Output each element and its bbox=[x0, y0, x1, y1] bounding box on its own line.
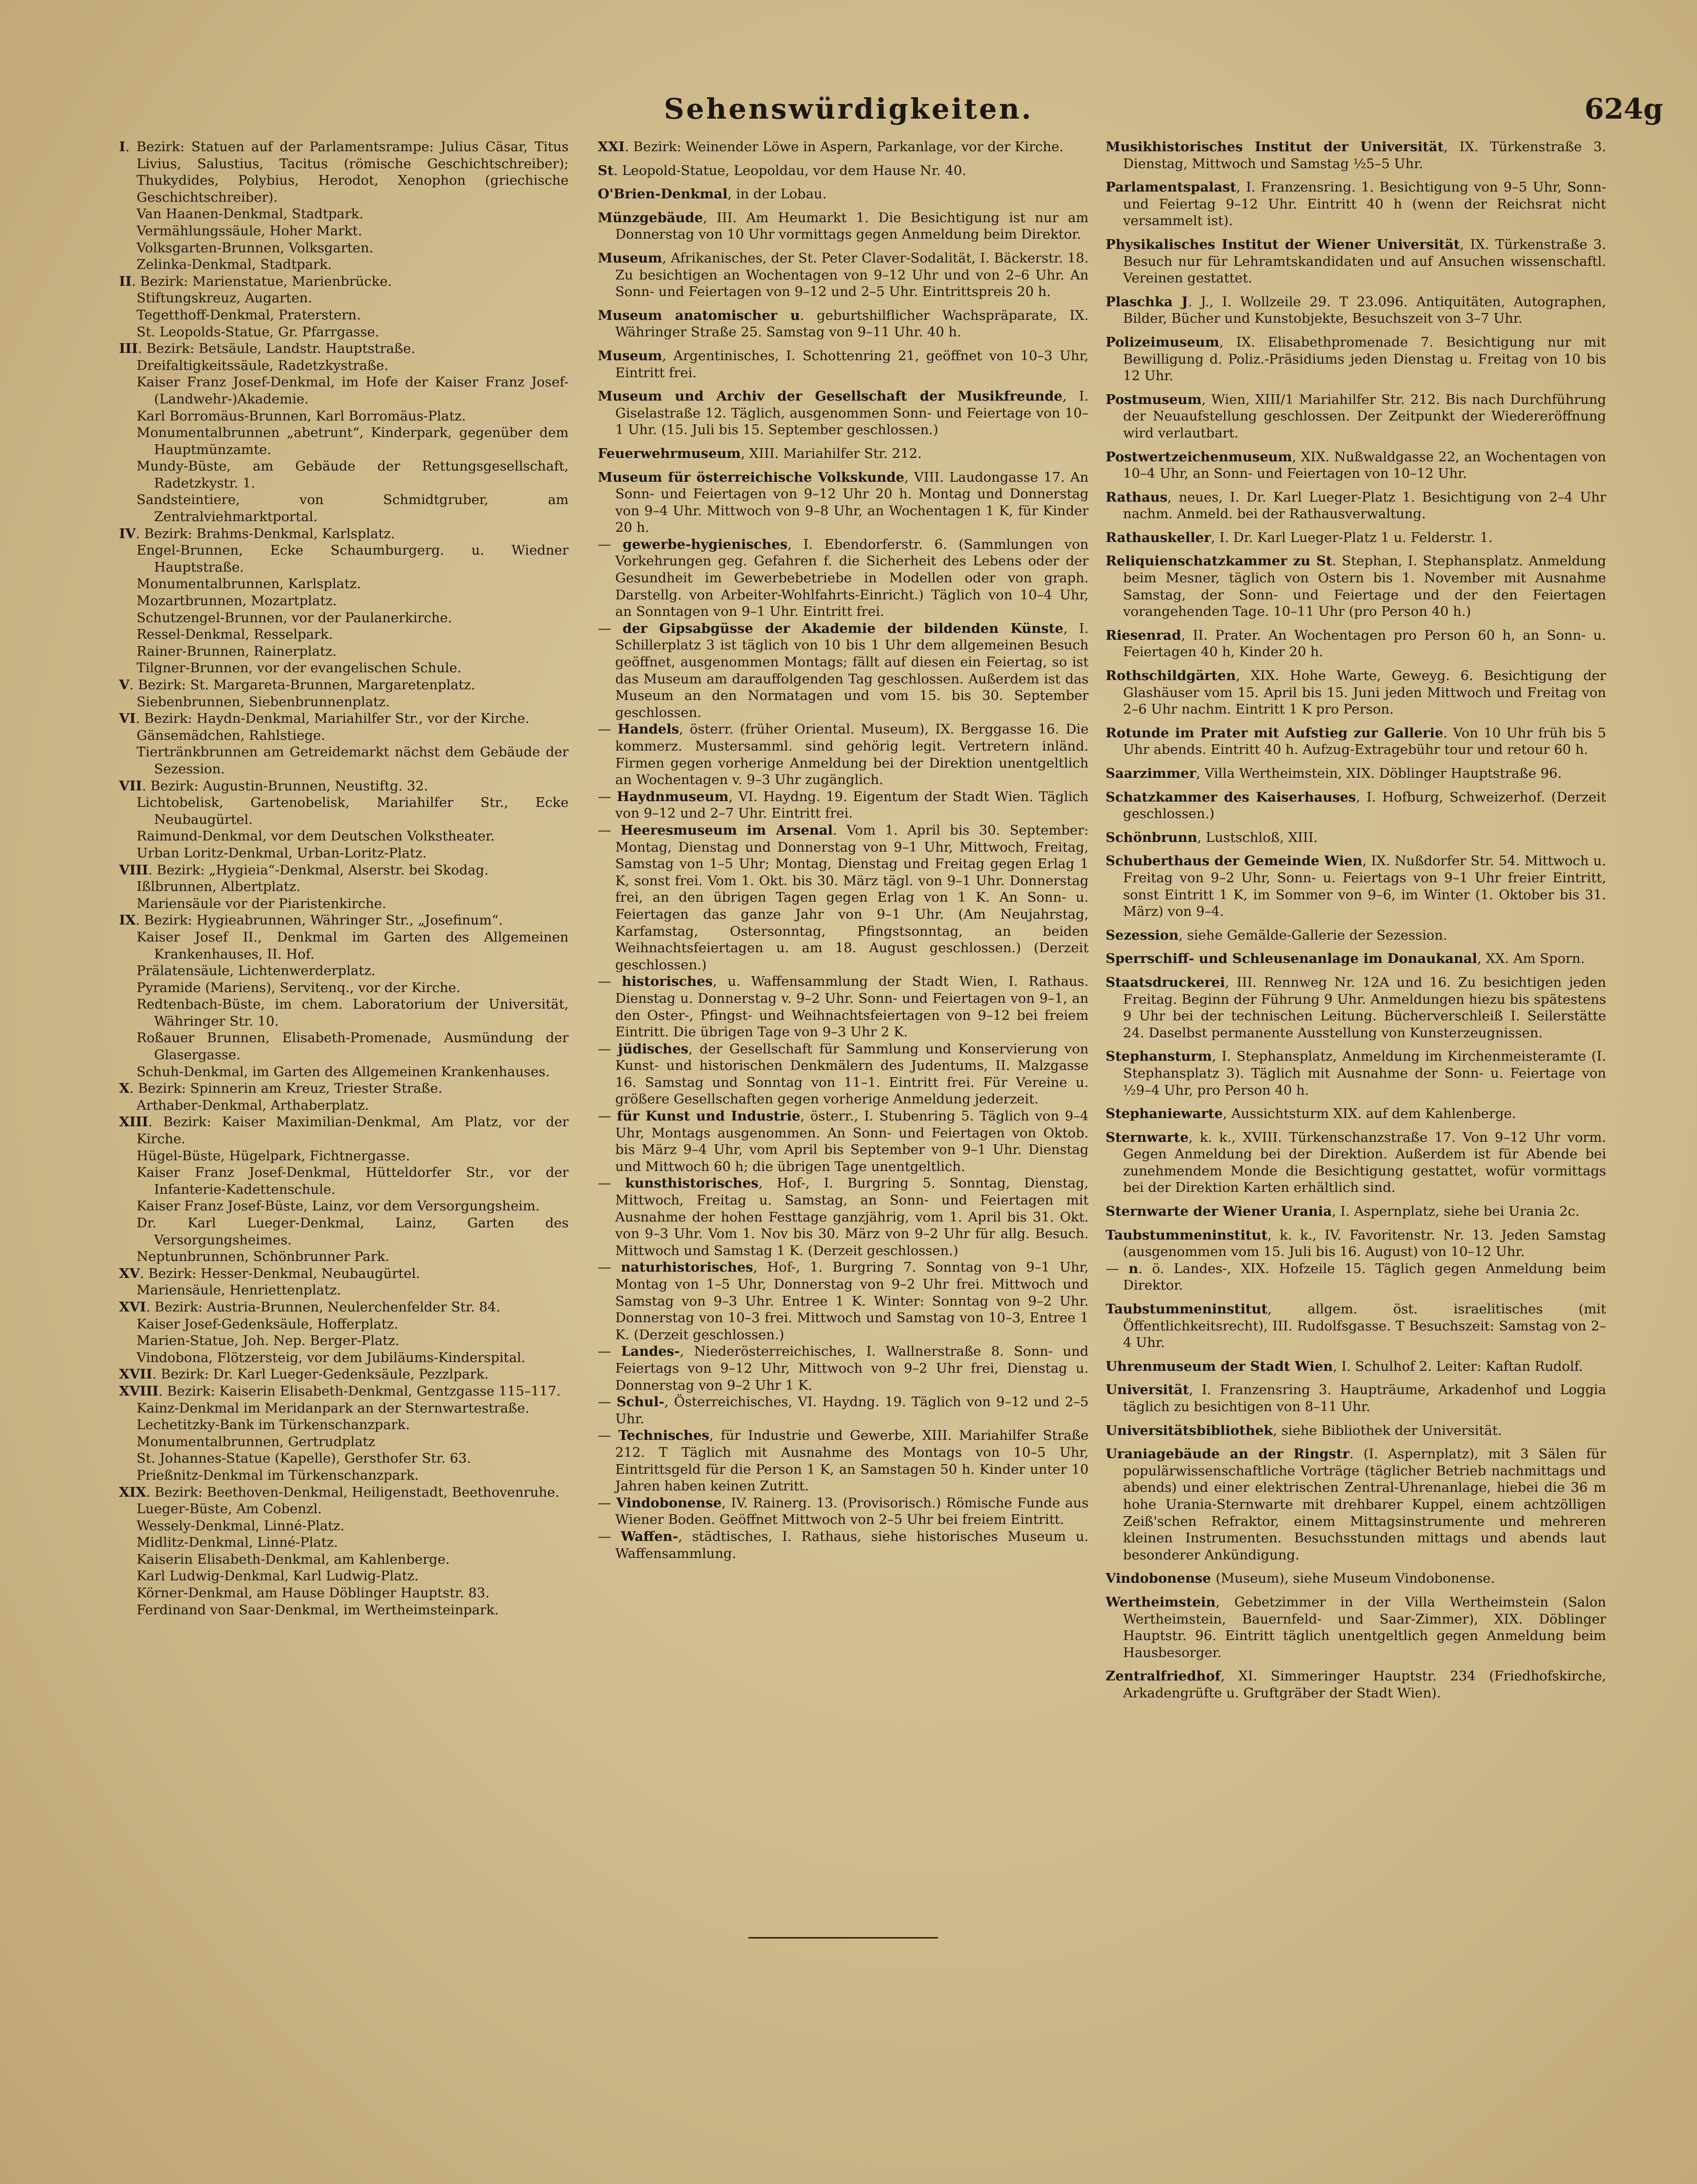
entry: Roßauer Brunnen, Elisabeth-Promenade, Ausmündung der Glasergasse. bbox=[137, 1030, 569, 1063]
entry: Volksgarten-Brunnen, Volksgarten. bbox=[137, 240, 374, 256]
entry: — Landes-, Niederösterreichisches, I. Wallnerstraße 8. Sonn- und Feiertags von 9–12 Uhr, Mittwoch von 9–2 Uhr frei, Dienstag u. Donnerstag von 9–2 Uhr 1 K. bbox=[598, 1344, 1089, 1393]
entry: O'Brien-Denkmal, in der Lobau. bbox=[598, 186, 827, 202]
entry: — kunsthistorisches, Hof-, I. Burgring 5. Sonntag, Dienstag, Mittwoch, Freitag u. Samstag, an Sonn- und Feiertagen mit Ausnahme der hohen Festtage ganzjährig, vom 1. April bis 31. Okt. von 9–3 Uhr. Vom 1. Nov bis 30. März von 9–2 Uhr für allg. Besuch. Mittwoch und Samstag 1 K. (Derzeit geschlossen.) bbox=[598, 1175, 1089, 1258]
entry: St. Leopolds-Statue, Gr. Pfarrgasse. bbox=[137, 324, 380, 340]
entry: Urban Loritz-Denkmal, Urban-Loritz-Platz. bbox=[137, 845, 427, 861]
entry: Karl Ludwig-Denkmal, Karl Ludwig-Platz. bbox=[137, 1568, 419, 1584]
entry: III. Bezirk: Betsäule, Landstr. Hauptstraße. bbox=[119, 341, 416, 357]
entry: Tilgner-Brunnen, vor der evangelischen Schule. bbox=[137, 660, 462, 676]
entry: Museum, Argentinisches, I. Schottenring 21, geöffnet von 10–3 Uhr, Eintritt frei. bbox=[598, 348, 1089, 381]
entry: Rainer-Brunnen, Rainerplatz. bbox=[137, 643, 337, 659]
entry: Marien-Statue, Joh. Nep. Berger-Platz. bbox=[137, 1333, 399, 1349]
entry: Stiftungskreuz, Augarten. bbox=[137, 290, 312, 306]
entry: Monumentalbrunnen, Gertrudplatz bbox=[137, 1433, 376, 1450]
column-left bbox=[119, 139, 569, 1618]
entry: Hügel-Büste, Hügelpark, Fichtnergasse. bbox=[137, 1148, 410, 1164]
entry: Stephansturm, I. Stephansplatz, Anmeldung im Kirchenmeisteramte (I. Stephansplatz 3). Täglich mit Ausnahme der Sonn- u. Feiertage von ½9–4 Uhr, pro Person 40 h. bbox=[1106, 1048, 1606, 1098]
entry: Kaiser Franz Josef-Denkmal, Hütteldorfer Str., vor der Infanterie-Kadettenschule. bbox=[137, 1165, 569, 1197]
entry: Monumentalbrunnen, Karlsplatz. bbox=[137, 576, 361, 592]
entry: — Vindobonense, IV. Rainerg. 13. (Provisorisch.) Römische Funde aus Wiener Boden. Geöffnet Mittwoch von 2–5 Uhr bei freiem Eintritt. bbox=[598, 1495, 1089, 1528]
entry: I. Bezirk: Statuen auf der Parlamentsrampe: Julius Cäsar, Titus Livius, Salustius, Tacitus (römische Geschichtschreiber); Thukydides, Polybius, Herodot, Xenophon (griechische Geschichtschreiber). bbox=[119, 139, 569, 205]
entry: — gewerbe-hygienisches, I. Ebendorferstr. 6. (Sammlungen von Vorkehrungen geg. Gefahren f. die Sicherheit des Lebens oder der Gesundheit im Gewerbebetriebe in Modellen oder von graph. Darstellg. von Arbeiter-Wohlfahrts-Einricht.) Täglich von 10–4 Uhr, an Sonntagen von 9–1 Uhr. Eintritt frei. bbox=[598, 536, 1089, 620]
entry: Schutzengel-Brunnen, vor der Paulanerkirche. bbox=[137, 610, 452, 626]
entry: Taubstummeninstitut, allgem. öst. israelitisches (mit Öffentlichkeitsrecht), III. Rudolfsgasse. T Besuchszeit: Samstag von 2–4 Uhr. bbox=[1106, 1301, 1606, 1351]
entry: II. Bezirk: Marienstatue, Marienbrücke. bbox=[119, 273, 392, 289]
entry: — Schul-, Österreichisches, VI. Haydng. 19. Täglich von 9–12 und 2–5 Uhr. bbox=[598, 1394, 1089, 1427]
entry: Münzgebäude, III. Am Heumarkt 1. Die Besichtigung ist nur am Donnerstag von 10 Uhr vormittags gegen Anmeldung beim Direktor. bbox=[598, 210, 1089, 243]
entry: XVI. Bezirk: Austria-Brunnen, Neulerchenfelder Str. 84. bbox=[119, 1299, 501, 1315]
entry: Kaiserin Elisabeth-Denkmal, am Kahlenberge. bbox=[137, 1551, 450, 1567]
entry: — für Kunst und Industrie, österr., I. Stubenring 5. Täglich von 9–4 Uhr, Montags ausgenommen. An Sonn- und Feiertagen von Oktob. bis März 9–4 Uhr, vom April bis September von 9–1 Uhr. Dienstag und Mittwoch 60 h; die übrigen Tage unentgeltlich. bbox=[598, 1108, 1089, 1174]
entry: — n. ö. Landes-, XIX. Hofzeile 15. Täglich gegen Anmeldung beim Direktor. bbox=[1106, 1260, 1607, 1293]
entry: Vindobona, Flötzersteig, vor dem Jubiläums-Kinderspital. bbox=[137, 1349, 526, 1365]
entry: Rathaus, neues, I. Dr. Karl Lueger-Platz 1. Besichtigung von 2–4 Uhr nachm. Anmeld. bei der Rathausverwaltung. bbox=[1106, 489, 1606, 522]
entry: Rotunde im Prater mit Aufstieg zur Gallerie. Von 10 Uhr früh bis 5 Uhr abends. Eintritt 40 h. Aufzug-Extragebühr tour und retour 60 h. bbox=[1106, 725, 1606, 758]
entry: Wessely-Denkmal, Linné-Platz. bbox=[137, 1518, 345, 1534]
entry: IV. Bezirk: Brahms-Denkmal, Karlsplatz. bbox=[119, 525, 395, 542]
entry: Staatsdruckerei, III. Rennweg Nr. 12A und 16. Zu besichtigen jeden Freitag. Beginn der Führung 9 Uhr. Anmeldungen hiezu bis spätestens 9 Uhr bei der technischen Leitung. Bücherverschleiß I. Seilerstätte 24. Daselbst permanente Ausstellung von Kunsterzeugnissen. bbox=[1106, 974, 1606, 1041]
entry: Sezession, siehe Gemälde-Gallerie der Sezession. bbox=[1106, 927, 1448, 943]
entry: Ißlbrunnen, Albertplatz. bbox=[137, 879, 301, 895]
entry: — Heeresmuseum im Arsenal. Vom 1. April bis 30. September: Montag, Dienstag und Donnerstag von 9–1 Uhr, Mittwoch, Freitag, Samstag von 1–5 Uhr; Montag, Dienstag und Freitag gegen Erlag 1 K, sonst frei. Vom 1. Okt. bis 30. März tägl. von 9–1 Uhr. Donnerstag frei, an den übrigen Tagen gegen Erlag von 1 K. An Sonn- u. Feiertagen das ganze Jahr von 9–1 Uhr. (Am Neujahrstag, Karfamstag, Ostersonntag, Pfingstsonntag, an beiden Weihnachtsfeiertagen u. am 18. August geschlossen.) (Derzeit geschlossen.) bbox=[598, 822, 1089, 973]
entry: Schuh-Denkmal, im Garten des Allgemeinen Krankenhauses. bbox=[137, 1064, 550, 1080]
entry: — Haydnmuseum, VI. Haydng. 19. Eigentum der Stadt Wien. Täglich von 9–12 und 2–7 Uhr. Eintritt frei. bbox=[598, 788, 1089, 821]
entry: XIII. Bezirk: Kaiser Maximilian-Denkmal, Am Platz, vor der Kirche. bbox=[119, 1114, 569, 1147]
entry: Kaiser Josef II., Denkmal im Garten des Allgemeinen Krankenhauses, II. Hof. bbox=[137, 929, 569, 962]
entry: Stephaniewarte, Aussichtsturm XIX. auf dem Kahlenberge. bbox=[1106, 1106, 1516, 1122]
entry: Vermählungssäule, Hoher Markt. bbox=[137, 223, 363, 239]
entry: Reliquienschatzkammer zu St. Stephan, I. Stephansplatz. Anmeldung beim Mesner, täglich von Ostern bis 1. November mit Ausnahme Samstag, der Sonn- und Feiertage und der den Feiertagen vorangehenden Tage. 10–11 Uhr (pro Person 40 h.) bbox=[1106, 553, 1606, 620]
entry: — Waffen-, städtisches, I. Rathaus, siehe historisches Museum u. Waffensammlung. bbox=[598, 1528, 1089, 1561]
entry: X. Bezirk: Spinnerin am Kreuz, Triester Straße. bbox=[119, 1081, 443, 1097]
page-title: Sehenswürdigkeiten. bbox=[664, 92, 1033, 125]
entry: XVIII. Bezirk: Kaiserin Elisabeth-Denkmal, Gentzgasse 115–117. bbox=[119, 1383, 561, 1399]
entry: Gänsemädchen, Rahlstiege. bbox=[137, 727, 326, 743]
entry: Monumentalbrunnen „abetrunt“, Kinderpark, gegenüber dem Hauptmünzamte. bbox=[137, 425, 569, 457]
entry: — Handels, österr. (früher Oriental. Museum), IX. Berggasse 16. Die kommerz. Mustersamml. sind gehörig legit. Vertretern inländ. Firmen gegen vorherige Anmeldung bei der Direktion unentgeltlich an Wochentagen v. 9–3 Uhr zugänglich. bbox=[598, 721, 1089, 788]
entry: Vindobonense (Museum), siehe Museum Vindobonense. bbox=[1106, 1571, 1495, 1587]
entry: Tiertränkbrunnen am Getreidemarkt nächst dem Gebäude der Sezession. bbox=[137, 744, 569, 777]
entry: Museum für österreichische Volkskunde, VIII. Laudongasse 17. An Sonn- und Feiertagen von 9–12 Uhr 20 h. Montag und Donnerstag von 9–4 Uhr. Mittwoch von 9–8 Uhr, an Wochentagen 1 K, für Kinder 20 h. bbox=[598, 469, 1089, 536]
entry: XXI. Bezirk: Weinender Löwe in Aspern, Parkanlage, vor der Kirche. bbox=[598, 139, 1064, 155]
entry: — jüdisches, der Gesellschaft für Sammlung und Konservierung von Kunst- und historischen Denkmälern des Judentums, II. Malzgasse 16. Samstag und Sonntag von 11–1. Eintritt frei. Für Vereine u. größere Gesellschaften gegen vorherige Anmeldung jederzeit. bbox=[598, 1041, 1089, 1107]
entry: St. Johannes-Statue (Kapelle), Gersthofer Str. 63. bbox=[137, 1450, 471, 1467]
entry: VIII. Bezirk: „Hygieia“-Denkmal, Alserstr. bei Skodag. bbox=[119, 862, 489, 878]
entry: Physikalisches Institut der Wiener Universität, IX. Türkenstraße 3. Besuch nur für Lehramtskandidaten und auf Ansuchen wissenschaftl. Vereinen gestattet. bbox=[1106, 236, 1606, 286]
entry: — Technisches, für Industrie und Gewerbe, XIII. Mariahilfer Straße 212. T Täglich mit Ausnahme des Montags von 10–5 Uhr, Eintrittsgeld für die Person 1 K, an Samstagen 50 h. Kinder unter 10 Jahren haben keinen Zutritt. bbox=[598, 1428, 1089, 1494]
entry: Uhrenmuseum der Stadt Wien, I. Schulhof 2. Leiter: Kaftan Rudolf. bbox=[1106, 1358, 1583, 1374]
entry: Wertheimstein, Gebetzimmer in der Villa Wertheimstein (Salon Wertheimstein, Bauernfeld- und Saar-Zimmer), XIX. Döblinger Hauptstr. 96. Eintritt täglich unentgeltlich gegen Anmeldung beim Hausbesorger. bbox=[1106, 1594, 1606, 1660]
entry: Schatzkammer des Kaiserhauses, I. Hofburg, Schweizerhof. (Derzeit geschlossen.) bbox=[1106, 789, 1606, 822]
entry: Universitätsbibliothek, siehe Bibliothek der Universität. bbox=[1106, 1422, 1502, 1438]
column-end-rule bbox=[748, 1937, 938, 1939]
entry: Museum und Archiv der Gesellschaft der Musikfreunde, I. Giselastraße 12. Täglich, ausgenommen Sonn- und Feiertage von 10–1 Uhr. (15. Juli bis 15. September geschlossen.) bbox=[598, 388, 1089, 438]
entry: Sandsteintiere, von Schmidtgruber, am Zentralviehmarktportal. bbox=[137, 492, 569, 525]
entry: Plaschka J. J., I. Wollzeile 29. T 23.096. Antiquitäten, Autographen, Bilder, Bücher und Kunstobjekte, Besuchszeit von 3–7 Uhr. bbox=[1106, 294, 1607, 327]
entry: Kaiser Franz Josef-Büste, Lainz, vor dem Versorgungsheim. bbox=[137, 1198, 540, 1214]
entry: XVII. Bezirk: Dr. Karl Lueger-Gedenksäule, Pezzlpark. bbox=[119, 1366, 489, 1382]
entry: XIX. Bezirk: Beethoven-Denkmal, Heiligenstadt, Beethovenruhe. bbox=[119, 1484, 560, 1500]
entry: Neptunbrunnen, Schönbrunner Park. bbox=[137, 1249, 390, 1265]
entry: XV. Bezirk: Hesser-Denkmal, Neubaugürtel. bbox=[119, 1265, 420, 1281]
entry: Schönbrunn, Lustschloß, XIII. bbox=[1106, 829, 1318, 845]
entry: Riesenrad, II. Prater. An Wochentagen pro Person 60 h, an Sonn- u. Feiertagen 40 h, Kinder 20 h. bbox=[1106, 627, 1606, 660]
entry: Rothschildgärten, XIX. Hohe Warte, Geweyg. 6. Besichtigung der Glashäuser vom 15. April bis 15. Juni jeden Mittwoch und Freitag von 2–6 Uhr nachm. Eintritt 1 K pro Person. bbox=[1106, 668, 1606, 717]
entry: Sternwarte, k. k., XVIII. Türkenschanzstraße 17. Von 9–12 Uhr vorm. Gegen Anmeldung bei der Direktion. Außerdem ist für Abende bei zunehmendem Monde die Besichtigung gestattet, wofür vormittags bei der Direktion Karten erhältlich sind. bbox=[1106, 1129, 1606, 1196]
entry: Mundy-Büste, am Gebäude der Rettungsgesellschaft, Radetzkystr. 1. bbox=[137, 458, 569, 491]
entry: Pyramide (Mariens), Servitenq., vor der Kirche. bbox=[137, 979, 461, 996]
entry: Postwertzeichenmuseum, XIX. Nußwaldgasse 22, an Wochentagen von 10–4 Uhr, an Sonn- und Feiertagen von 10–12 Uhr. bbox=[1106, 449, 1606, 482]
entry: — der Gipsabgüsse der Akademie der bildenden Künste, I. Schillerplatz 3 ist täglich von 10 bis 1 Uhr dem allgemeinen Besuch geöffnet, ausgenommen Montags; fällt auf diesen ein Feiertag, so ist das Museum am darauffolgenden Tag geschlossen. Außerdem ist das Museum an den Normatagen und vom 15. bis 30. September geschlossen. bbox=[598, 620, 1089, 720]
entry: Postmuseum, Wien, XIII/1 Mariahilfer Str. 212. Bis nach Durchführung der Neuaufstellung geschlossen. Der Zeitpunkt der Wiedereröffnung wird verlautbart. bbox=[1106, 391, 1606, 441]
entry: Prälatensäule, Lichtenwerderplatz. bbox=[137, 963, 376, 979]
page-number: 624g bbox=[1584, 92, 1663, 125]
entry: Raimund-Denkmal, vor dem Deutschen Volkstheater. bbox=[137, 828, 495, 844]
entry: Sternwarte der Wiener Urania, I. Aspernplatz, siehe bei Urania 2c. bbox=[1106, 1204, 1580, 1220]
entry: Dreifaltigkeitssäule, Radetzkystraße. bbox=[137, 357, 389, 373]
entry: Lichtobelisk, Gartenobelisk, Mariahilfer Str., Ecke Neubaugürtel. bbox=[137, 795, 569, 827]
entry: Polizeimuseum, IX. Elisabethpromenade 7. Besichtigung nur mit Bewilligung d. Poliz.-Präsidiums jeden Dienstag u. Freitag von 10 bis 12 Uhr. bbox=[1106, 334, 1606, 384]
entry: Kaiser Franz Josef-Denkmal, im Hofe der Kaiser Franz Josef-(Landwehr-)Akademie. bbox=[137, 374, 569, 407]
entry: Museum anatomischer u. geburtshilflicher Wachspräparate, IX. Währinger Straße 25. Samstag von 9–11 Uhr. 40 h. bbox=[598, 307, 1089, 340]
entry: Museum, Afrikanisches, der St. Peter Claver-Sodalität, I. Bäckerstr. 18. Zu besichtigen an Wochentagen von 9–12 Uhr und von 2–6 Uhr. An Sonn- und Feiertagen von 9–12 und 2–5 Uhr. Eintrittspreis 20 h. bbox=[598, 250, 1089, 300]
entry: Ressel-Denkmal, Resselpark. bbox=[137, 627, 333, 643]
entry: Dr. Karl Lueger-Denkmal, Lainz, Garten des Versorgungsheimes. bbox=[137, 1215, 569, 1248]
entry: VII. Bezirk: Augustin-Brunnen, Neustiftg. 32. bbox=[119, 778, 429, 794]
entry: VI. Bezirk: Haydn-Denkmal, Mariahilfer Str., vor der Kirche. bbox=[119, 711, 530, 727]
entry: IX. Bezirk: Hygieabrunnen, Währinger Str., „Josefinum“. bbox=[119, 912, 503, 928]
entry: Redtenbach-Büste, im chem. Laboratorium der Universität, Währinger Str. 10. bbox=[137, 996, 569, 1029]
entry: — historisches, u. Waffensammlung der Stadt Wien, I. Rathaus. Dienstag u. Donnerstag v. 9–2 Uhr. Sonn- und Feiertagen von 9–1, an den Oster-, Pfingst- und Weihnachtsfeiertagen von 9–12 bei freiem Eintritt. Die übrigen Tage von 9–3 Uhr 2 K. bbox=[598, 974, 1089, 1040]
column-right bbox=[1106, 139, 1606, 1702]
entry: Zelinka-Denkmal, Stadtpark. bbox=[137, 257, 332, 273]
entry: St. Leopold-Statue, Leopoldau, vor dem Hause Nr. 40. bbox=[598, 162, 967, 178]
entry: V. Bezirk: St. Margareta-Brunnen, Margaretenplatz. bbox=[119, 677, 475, 693]
entry: Feuerwehrmuseum, XIII. Mariahilfer Str. 212. bbox=[598, 445, 922, 461]
entry: Zentralfriedhof, XI. Simmeringer Hauptstr. 234 (Friedhofskirche, Arkadengrüfte u. Gruftgräber der Stadt Wien). bbox=[1106, 1668, 1606, 1701]
entry: Karl Borromäus-Brunnen, Karl Borromäus-Platz. bbox=[137, 408, 466, 424]
entry: Mozartbrunnen, Mozartplatz. bbox=[137, 593, 337, 609]
entry: Uraniagebäude an der Ringstr. (I. Aspernplatz), mit 3 Sälen für populärwissenschaftliche Vorträge (täglicher Betrieb nachmittags und abends) und einer elektrischen Zentral-Uhrenanlage, hiebei die 36 m hohe Urania-Sternwarte mit drehbarer Kuppel, einem achtzölligen Zeiß'schen Refraktor, einem Mittagsinstrumente und mehreren kleinen Instrumenten. Besuchsstunden mittags und abends laut besonderer Ankündigung. bbox=[1106, 1446, 1606, 1563]
entry: Körner-Denkmal, am Hause Döblinger Hauptstr. 83. bbox=[137, 1585, 490, 1601]
entry: Sperrschiff- und Schleusenanlage im Donaukanal, XX. Am Sporn. bbox=[1106, 951, 1585, 967]
entry: Taubstummeninstitut, k. k., IV. Favoritenstr. Nr. 13. Jeden Samstag (ausgenommen vom 15. Juli bis 16. August) von 10–12 Uhr. bbox=[1106, 1227, 1606, 1260]
entry: Schuberthaus der Gemeinde Wien, IX. Nußdorfer Str. 54. Mittwoch u. Freitag von 9–2 Uhr, Sonn- u. Feiertags von 9–1 Uhr freier Eintritt, sonst Eintritt 1 K, im Sommer von 9–6, im Winter (1. Oktober bis 31. März) von 9–4. bbox=[1106, 853, 1606, 920]
column-middle bbox=[598, 139, 1089, 1562]
entry: Universität, I. Franzensring 3. Haupträume, Arkadenhof und Loggia täglich zu besichtigen von 8–11 Uhr. bbox=[1106, 1382, 1606, 1415]
entry: Kaiser Josef-Gedenksäule, Hofferplatz. bbox=[137, 1316, 398, 1332]
entry: Midlitz-Denkmal, Linné-Platz. bbox=[137, 1535, 338, 1551]
entry: Prießnitz-Denkmal im Türkenschanzpark. bbox=[137, 1467, 419, 1483]
entry: — naturhistorisches, Hof-, 1. Burgring 7. Sonntag von 9–1 Uhr, Montag von 1–5 Uhr, Donnerstag von 9–2 Uhr frei. Mittwoch und Samstag von 9–3 Uhr. Entree 1 K. Winter: Sonntag von 9–2 Uhr. Donnerstag von 10–3 frei. Mittwoch und Samstag von 10–3, Entree 1 K. (Derzeit geschlossen.) bbox=[598, 1259, 1089, 1343]
entry: Mariensäule, Henriettenplatz. bbox=[137, 1282, 341, 1298]
entry: Lechetitzky-Bank im Türkenschanzpark. bbox=[137, 1417, 410, 1433]
entry: Siebenbrunnen, Siebenbrunnenplatz. bbox=[137, 694, 390, 710]
entry: Kainz-Denkmal im Meridanpark an der Sternwartestraße. bbox=[137, 1400, 530, 1416]
entry: Ferdinand von Saar-Denkmal, im Wertheimsteinpark. bbox=[137, 1602, 499, 1618]
entry: Mariensäule vor der Piaristenkirche. bbox=[137, 895, 386, 911]
entry: Musikhistorisches Institut der Universität, IX. Türkenstraße 3. Dienstag, Mittwoch und Samstag ½5–5 Uhr. bbox=[1106, 139, 1606, 172]
entry: Rathauskeller, I. Dr. Karl Lueger-Platz 1 u. Felderstr. 1. bbox=[1106, 529, 1493, 545]
entry: Tegetthoff-Denkmal, Praterstern. bbox=[137, 307, 361, 323]
entry: Lueger-Büste, Am Cobenzl. bbox=[137, 1501, 322, 1517]
entry: Van Haanen-Denkmal, Stadtpark. bbox=[137, 206, 364, 222]
entry: Arthaber-Denkmal, Arthaberplatz. bbox=[137, 1097, 369, 1113]
entry: Engel-Brunnen, Ecke Schaumburgerg. u. Wiedner Hauptstraße. bbox=[137, 542, 569, 575]
entry: Saarzimmer, Villa Wertheimstein, XIX. Döblinger Hauptstraße 96. bbox=[1106, 766, 1562, 781]
entry: Parlamentspalast, I. Franzensring. 1. Besichtigung von 9–5 Uhr, Sonn- und Feiertag 9–12 Uhr. Eintritt 40 h (wenn der Reichsrat nicht versammelt ist). bbox=[1106, 179, 1606, 229]
